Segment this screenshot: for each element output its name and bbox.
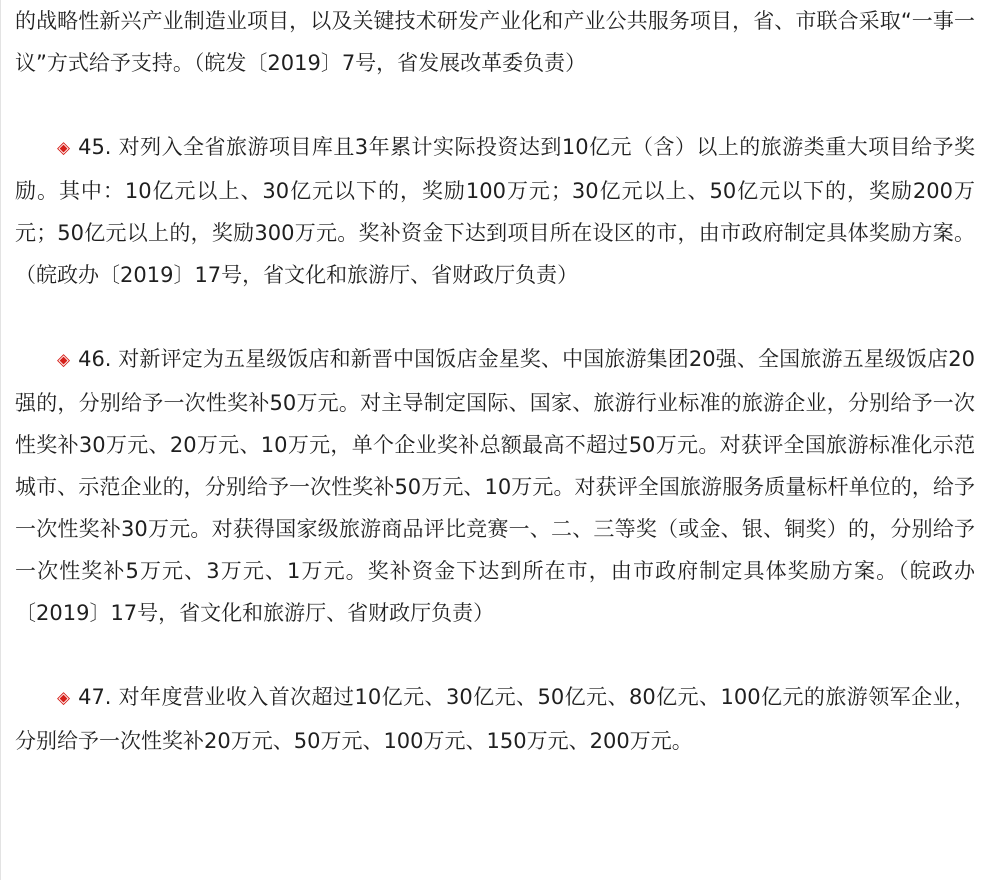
policy-item-45 [15, 126, 975, 296]
left-border-line [0, 0, 1, 880]
item-text: 对年度营业收入首次超过10亿元、30亿元、50亿元、80亿元、100亿元的旅游领军企业，分别给予一次性奖补20万元、50万元、100万元、150万元、200万元。 [15, 685, 975, 753]
item-number: 47. [78, 685, 112, 709]
item-text: 对列入全省旅游项目库且3年累计实际投资达到10亿元（含）以上的旅游类重大项目给予奖励。其中：10亿元以上、30亿元以下的，奖励100万元；30亿元以上、50亿元以下的，奖励200万元；50亿元以上的，奖励300万元。奖补资金下达到项目所在设区的市，由市政府制定具体奖励方案。（皖政办〔2019〕17号，省文化和旅游厅、省财政厅负责） [15, 135, 975, 287]
diamond-bullet-icon: ◈ [57, 688, 71, 708]
intro-paragraph [15, 0, 975, 84]
policy-item-46 [15, 338, 975, 634]
policy-item-47 [15, 676, 975, 762]
diamond-bullet-icon: ◈ [57, 138, 71, 158]
diamond-bullet-icon: ◈ [57, 350, 71, 370]
document-body [15, 0, 975, 762]
item-text: 对新评定为五星级饭店和新晋中国饭店金星奖、中国旅游集团20强、全国旅游五星级饭店20强的，分别给予一次性奖补50万元。对主导制定国际、国家、旅游行业标准的旅游企业，分别给予一次性奖补30万元、20万元、10万元，单个企业奖补总额最高不超过50万元。对获评全国旅游标准化示范城市、示范企业的，分别给予一次性奖补50万元、10万元。对获评全国旅游服务质量标杆单位的，给予一次性奖补30万元。对获得国家级旅游商品评比竞赛一、二、三等奖（或金、银、铜奖）的，分别给予一次性奖补5万元、3万元、1万元。奖补资金下达到所在市，由市政府制定具体奖励方案。（皖政办〔2019〕17号，省文化和旅游厅、省财政厅负责） [15, 347, 975, 625]
intro-text: 的战略性新兴产业制造业项目，以及关键技术研发产业化和产业公共服务项目，省、市联合采取“一事一议”方式给予支持。（皖发〔2019〕7号，省发展改革委负责） [15, 9, 975, 75]
item-number: 45. [78, 135, 112, 159]
item-number: 46. [78, 347, 112, 371]
